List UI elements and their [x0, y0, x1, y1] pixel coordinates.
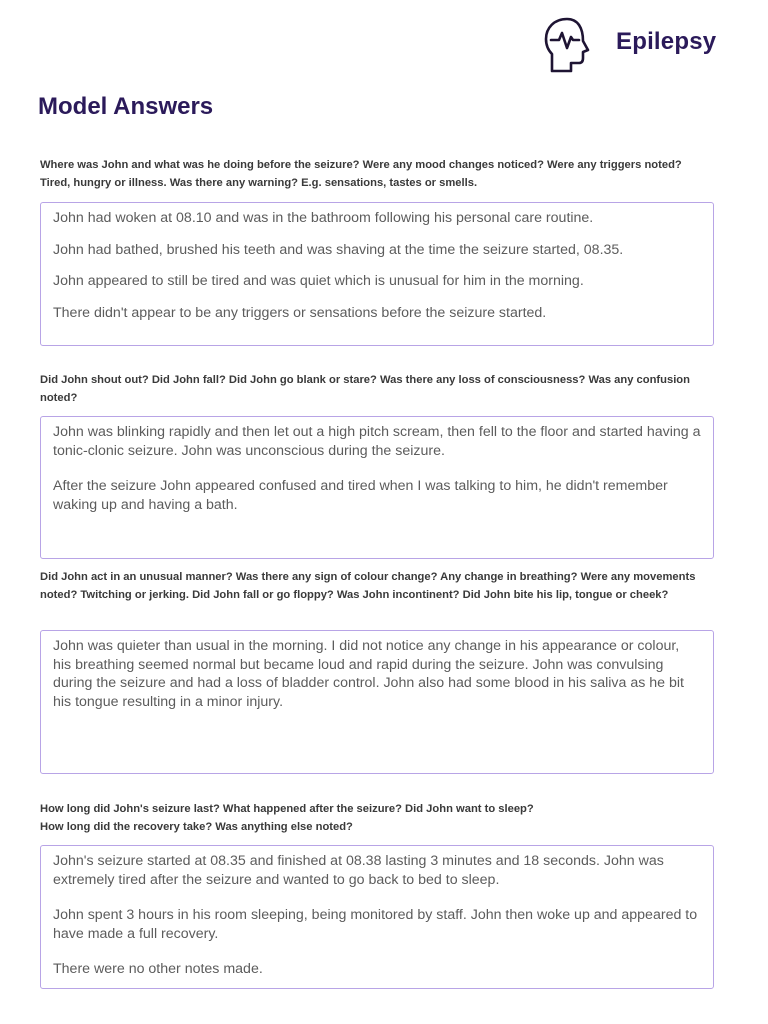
answer-4-para-3: There were no other notes made. — [53, 961, 263, 977]
answer-1-para-2: John had bathed, brushed his teeth and was shaving at the time the seizure started, 08.35. — [53, 241, 624, 258]
answer-2-para-1: John was blinking rapidly and then let out a high pitch scream, then fell to the floor and started having a tonic-clonic seizure. John was unconscious during the seizure. — [53, 424, 701, 459]
answer-box-2 — [40, 416, 714, 559]
question-3: Did John act in an unusual manner? Was there any sign of colour change? Any change in breathing? Were any movements noted? Twitching or jerking. Did John fall or go floppy? Was John incontinent? Did John bite his lip, tongue or cheek? — [40, 571, 696, 601]
question-4 — [40, 800, 710, 836]
answer-box-4 — [40, 845, 714, 989]
answer-box-3 — [40, 630, 714, 774]
answer-1-para-1: John had woken at 08.10 and was in the bathroom following his personal care routine. — [53, 210, 594, 226]
answer-1-para-3: John appeared to still be tired and was quiet which is unusual for him in the morning. — [53, 273, 584, 289]
question-2: Did John shout out? Did John fall? Did John go blank or stare? Was there any loss of consciousness? Was any confusion noted? — [40, 374, 690, 404]
answer-4-para-2: John spent 3 hours in his room sleeping, being monitored by staff. John then woke up and appeared to have made a full recovery. — [53, 907, 698, 942]
question-1: Where was John and what was he doing before the seizure? Were any mood changes noticed? Were any triggers noted? Tired, hungry or illness. Was there any warning? E.g. sensations, tastes or smells. — [40, 159, 682, 189]
answer-3-para-1: John was quieter than usual in the morning. I did not notice any change in his appearance or colour, his breathing seemed normal but became loud and rapid during the seizure. John was convulsing during the seizure and had a loss of bladder control. John also had some blood in his saliva as he bit his tongue resulting in a minor injury. — [53, 638, 684, 710]
head-heartbeat-icon — [542, 16, 592, 74]
question-4-line-2: How long did the recovery take? Was anything else noted? — [40, 821, 353, 833]
brand-title: Epilepsy — [616, 28, 717, 55]
answer-1-para-4: There didn't appear to be any triggers or sensations before the seizure started. — [53, 304, 547, 321]
page-title: Model Answers — [38, 93, 214, 120]
answer-4-para-1: John's seizure started at 08.35 and finished at 08.38 lasting 3 minutes and 18 seconds. John was extremely tired after the seizure and wanted to go back to bed to sleep. — [53, 853, 664, 888]
question-4-line-1: How long did John's seizure last? What happened after the seizure? Did John want to sleep? — [40, 803, 534, 815]
answer-2-para-2: After the seizure John appeared confused and tired when I was talking to him, he didn't remember waking up and having a bath. — [53, 478, 668, 513]
answer-box-1 — [40, 202, 714, 346]
